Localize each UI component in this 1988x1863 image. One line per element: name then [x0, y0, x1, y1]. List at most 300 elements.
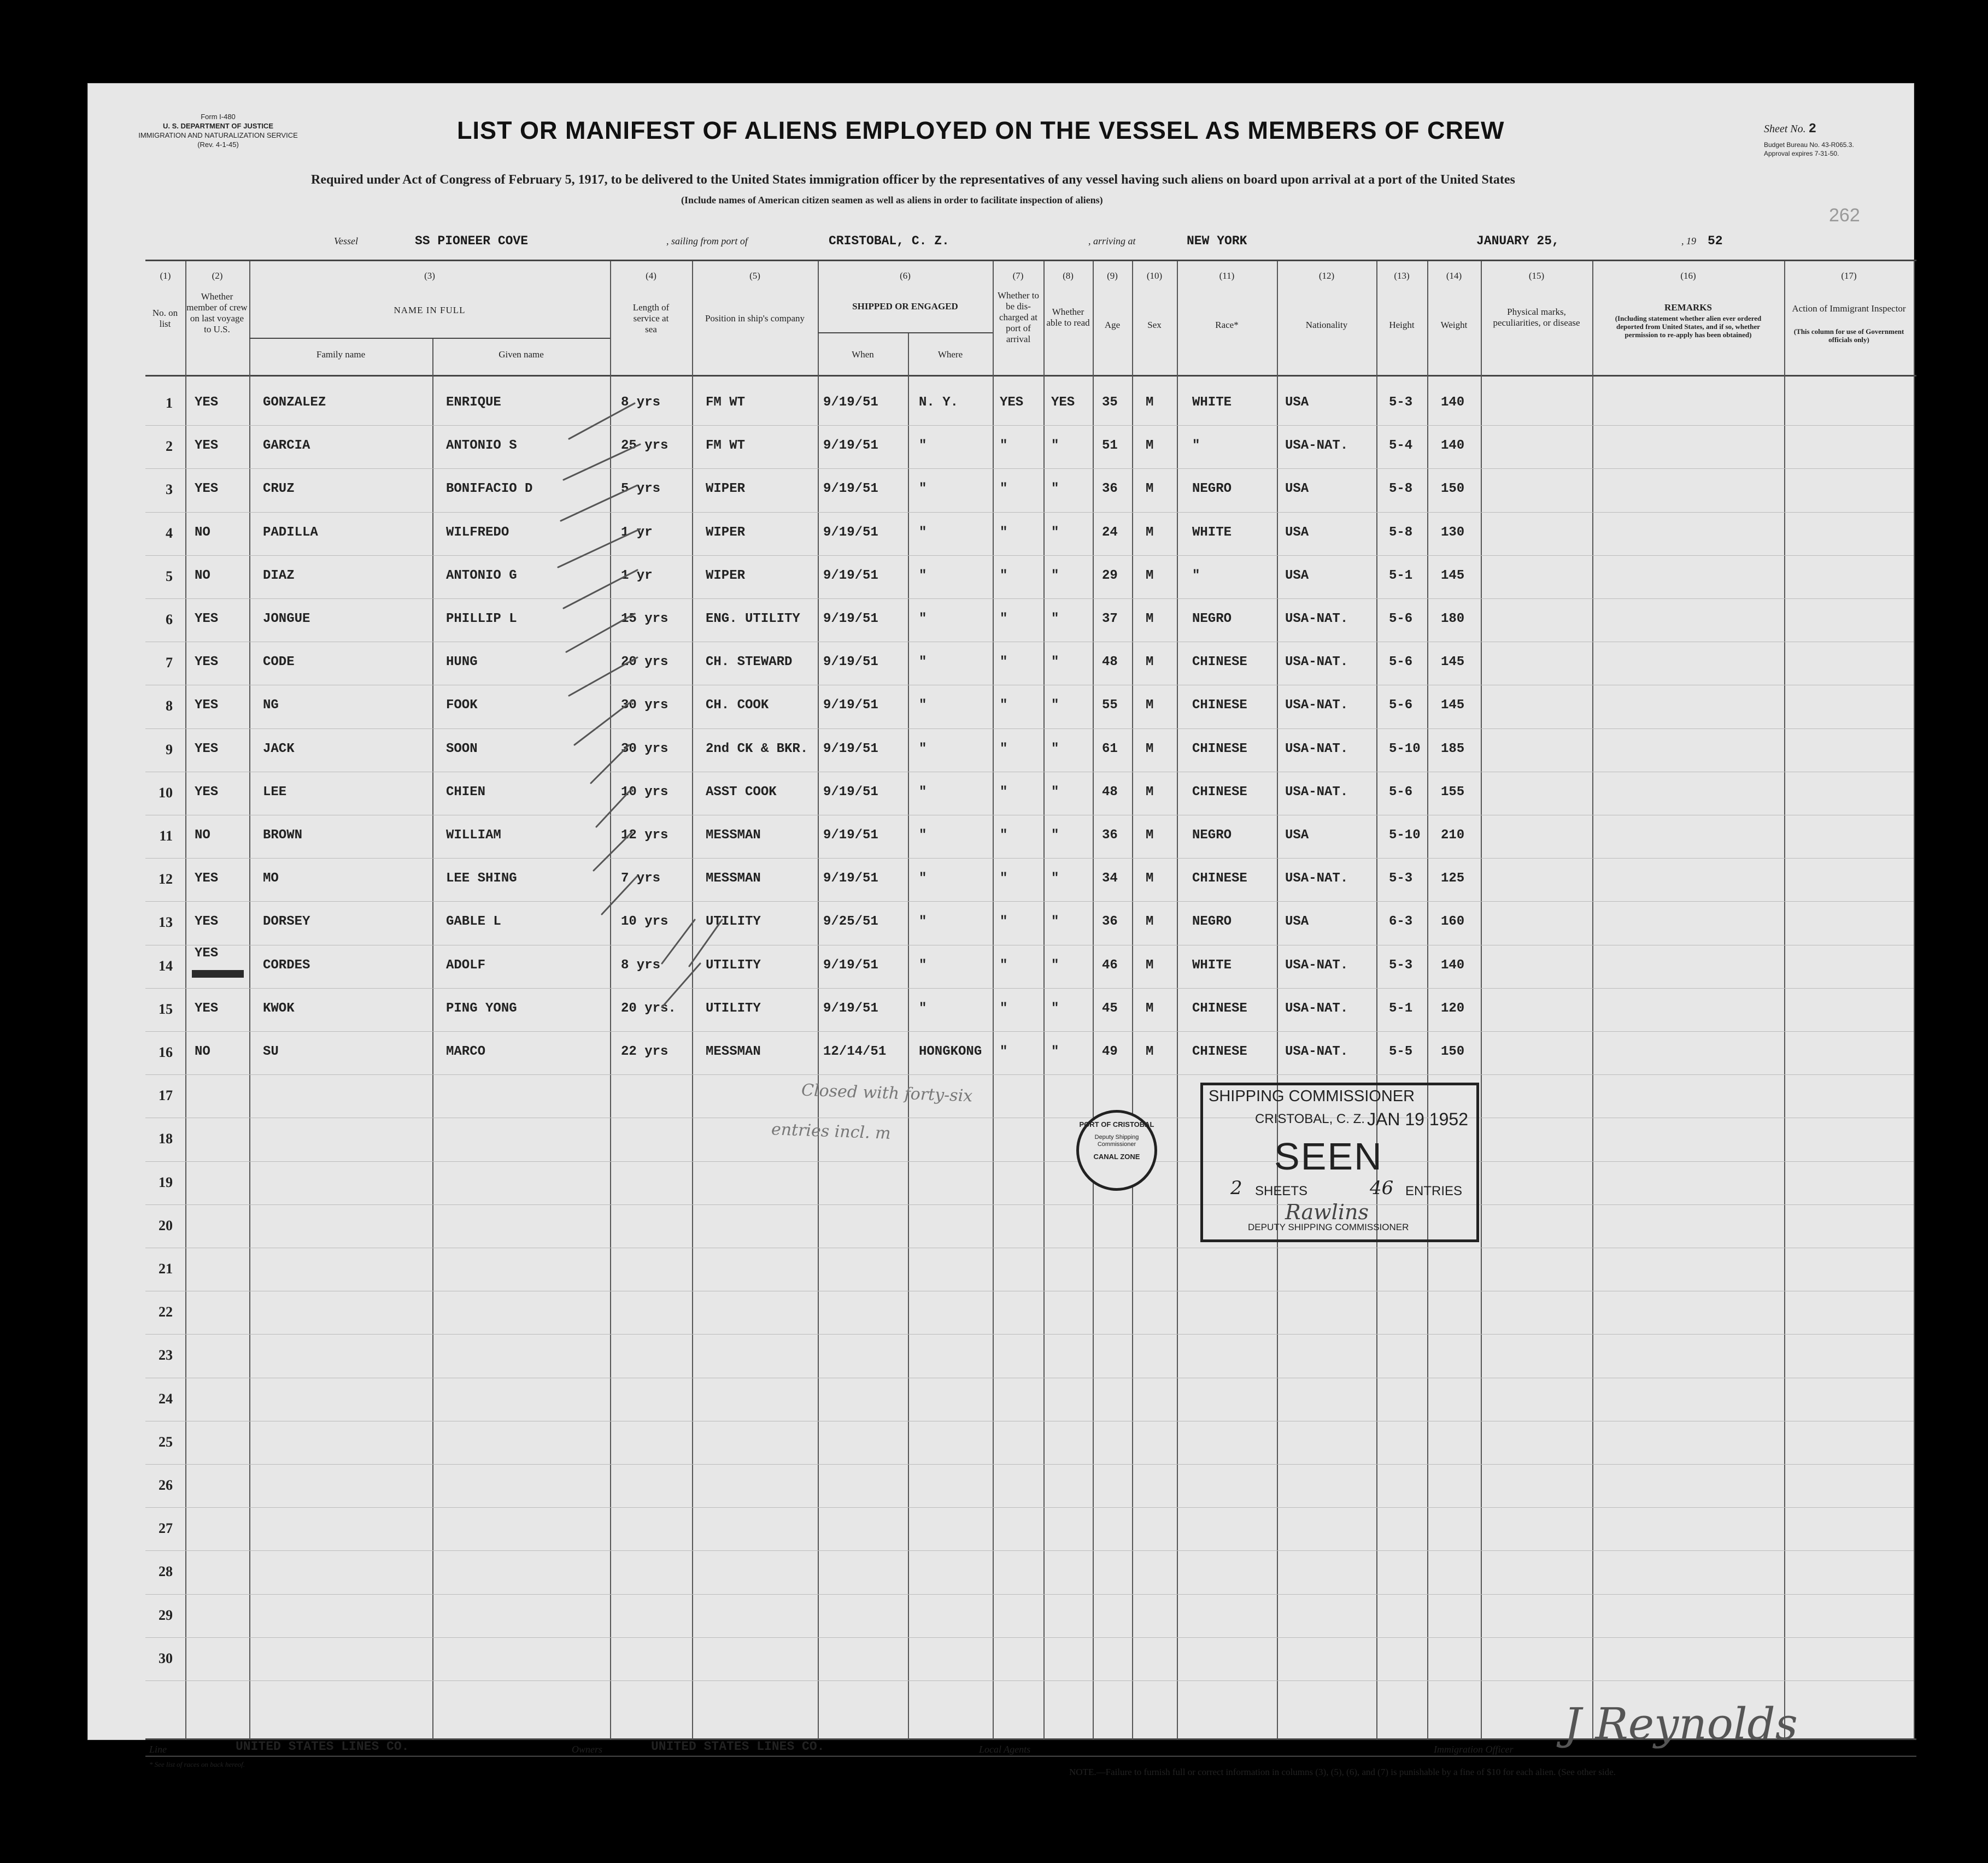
- shipped-when-cell: 9/19/51: [823, 568, 878, 583]
- age-cell: 61: [1102, 741, 1118, 756]
- able-to-read-cell: ": [1051, 438, 1059, 454]
- nationality-cell: USA: [1285, 395, 1309, 410]
- arrival-port: NEW YORK: [1187, 234, 1247, 248]
- family-name-cell: CODE: [263, 655, 295, 670]
- stamp-place: CRISTOBAL, C. Z.: [1255, 1112, 1365, 1126]
- row-number: 16: [159, 1044, 173, 1060]
- discharged-cell: ": [1000, 1044, 1008, 1059]
- pencil-mark: [591, 745, 629, 783]
- discharged-cell: ": [1000, 1001, 1008, 1016]
- shipped-when-cell: 9/19/51: [823, 525, 878, 540]
- revision: (Rev. 4-1-45): [197, 140, 239, 149]
- row-number: 2: [166, 438, 173, 455]
- shipped-where-cell: ": [919, 568, 927, 583]
- crew-member-cell: YES: [195, 741, 219, 756]
- weight-cell: 180: [1441, 612, 1465, 626]
- header-name-in-full: NAME IN FULL: [394, 305, 466, 315]
- family-name-cell: KWOK: [263, 1001, 295, 1016]
- header-physical: Physical marks, peculiarities, or disease: [1493, 307, 1580, 328]
- family-name-cell: CRUZ: [263, 481, 295, 497]
- row-number: 26: [159, 1477, 173, 1493]
- page-title: LIST OR MANIFEST OF ALIENS EMPLOYED ON THE VESSEL AS MEMBERS OF CREW: [457, 116, 1505, 144]
- given-name-cell: ANTONIO S: [446, 438, 517, 454]
- nationality-cell: USA-NAT.: [1285, 741, 1348, 756]
- family-name-cell: PADILLA: [263, 525, 318, 540]
- stamp-signature: Rawlins: [1285, 1200, 1369, 1224]
- given-name-cell: MARCO: [446, 1044, 486, 1059]
- manifest-sheet: [87, 83, 1914, 1777]
- length-of-service-cell: 15 yrs: [621, 612, 668, 626]
- nationality-cell: USA: [1285, 568, 1309, 583]
- able-to-read-cell: ": [1051, 957, 1059, 973]
- col-num: (8): [1063, 271, 1074, 281]
- col-num: (4): [646, 271, 656, 281]
- crew-member-cell: YES: [195, 871, 219, 886]
- arriving-label: , arriving at: [1088, 236, 1136, 246]
- col-num: (16): [1680, 271, 1696, 281]
- sex-cell: M: [1146, 525, 1154, 540]
- given-name-cell: BONIFACIO D: [446, 481, 533, 497]
- col-divider: [1784, 261, 1785, 1739]
- row-number: 21: [159, 1261, 173, 1277]
- height-cell: 5-8: [1389, 481, 1413, 497]
- able-to-read-cell: ": [1051, 568, 1059, 583]
- row-rule: [145, 901, 1914, 902]
- sheet-number: [1764, 122, 1816, 137]
- col-divider: [1277, 261, 1278, 1739]
- shipped-when-cell: 9/19/51: [823, 1001, 878, 1016]
- shipped-when-cell: 9/19/51: [823, 395, 878, 410]
- row-number: 17: [159, 1088, 173, 1104]
- row-number: 3: [166, 481, 173, 498]
- closing-note-line2: entries incl. m: [771, 1120, 892, 1143]
- shipped-where-cell: ": [919, 698, 927, 713]
- age-cell: 55: [1102, 698, 1118, 713]
- height-cell: 5-6: [1389, 698, 1413, 713]
- shipped-when-cell: 9/19/51: [823, 612, 878, 626]
- row-rule: [145, 988, 1914, 989]
- weight-cell: 140: [1441, 957, 1465, 973]
- seal-outer-text: PORT OF CRISTOBAL: [1079, 1120, 1154, 1129]
- race-cell: CHINESE: [1192, 871, 1247, 886]
- crew-member-cell: NO: [195, 568, 210, 583]
- row-rule: [145, 1594, 1914, 1595]
- nationality-cell: USA-NAT.: [1285, 871, 1348, 886]
- table-header-rule: [145, 375, 1916, 377]
- length-of-service-cell: 7 yrs: [621, 871, 661, 886]
- race-cell: CHINESE: [1192, 1044, 1247, 1059]
- able-to-read-cell: ": [1051, 655, 1059, 670]
- age-cell: 45: [1102, 1001, 1118, 1016]
- service: IMMIGRATION AND NATURALIZATION SERVICE: [138, 131, 298, 139]
- shipped-when-cell: 9/19/51: [823, 784, 878, 800]
- stamp-footer: DEPUTY SHIPPING COMMISSIONER: [1248, 1222, 1409, 1232]
- sex-cell: M: [1146, 481, 1154, 497]
- col-num: (11): [1219, 271, 1235, 281]
- age-cell: 49: [1102, 1044, 1118, 1059]
- family-name-cell: CORDES: [263, 957, 310, 973]
- row-rule: [145, 1204, 1914, 1205]
- given-name-cell: PING YONG: [446, 1001, 517, 1016]
- col-divider: [1376, 261, 1377, 1739]
- able-to-read-cell: ": [1051, 871, 1059, 886]
- shipping-commissioner-stamp: [1200, 1083, 1479, 1242]
- given-name-cell: SOON: [446, 741, 478, 756]
- age-cell: 46: [1102, 957, 1118, 973]
- position-cell: MESSMAN: [706, 828, 761, 843]
- header-shipped: SHIPPED OR ENGAGED: [852, 301, 958, 312]
- crew-member-cell: YES: [195, 395, 219, 410]
- sex-cell: M: [1146, 957, 1154, 973]
- col-num: (5): [749, 271, 760, 281]
- row-number: 7: [166, 655, 173, 671]
- able-to-read-cell: ": [1051, 698, 1059, 713]
- header-remarks: REMARKS: [1664, 302, 1712, 313]
- header-sex: Sex: [1147, 320, 1162, 330]
- sheet-value: 2: [1808, 122, 1817, 137]
- row-number: 19: [159, 1174, 173, 1190]
- given-name-cell: ADOLF: [446, 957, 486, 973]
- stamp-entries-count: 46: [1370, 1177, 1394, 1199]
- race-cell: ": [1192, 568, 1200, 583]
- header-discharged: Whether to be dis-charged at port of arrival: [998, 290, 1039, 344]
- race-cell: NEGRO: [1192, 828, 1232, 843]
- col-num: (9): [1107, 271, 1118, 281]
- height-cell: 5-8: [1389, 525, 1413, 540]
- sailing-label: , sailing from port of: [666, 236, 748, 246]
- length-of-service-cell: 30 yrs: [621, 741, 668, 756]
- nationality-cell: USA-NAT.: [1285, 1001, 1348, 1016]
- sex-cell: M: [1146, 438, 1154, 454]
- nationality-cell: USA-NAT.: [1285, 612, 1348, 626]
- approval-line: Approval expires 7-31-50.: [1764, 150, 1839, 157]
- race-cell: NEGRO: [1192, 914, 1232, 930]
- height-cell: 5-6: [1389, 612, 1413, 626]
- seal-inner-text: Deputy Shipping Commissioner: [1094, 1134, 1139, 1148]
- discharged-cell: ": [1000, 914, 1008, 930]
- row-number: 6: [166, 612, 173, 627]
- shipped-when-cell: 9/19/51: [823, 481, 878, 497]
- officer-signature: J Reynolds: [1564, 1699, 1798, 1749]
- discharged-cell: ": [1000, 784, 1008, 800]
- row-number: 30: [159, 1650, 173, 1666]
- position-cell: WIPER: [706, 525, 746, 540]
- budget-line: Budget Bureau No. 43-R065.3.: [1764, 141, 1854, 149]
- col-divider: [908, 332, 909, 1739]
- row-rule: [145, 858, 1914, 859]
- given-name-cell: ANTONIO G: [446, 568, 517, 583]
- age-cell: 36: [1102, 914, 1118, 930]
- arrival-date: JANUARY 25,: [1476, 234, 1559, 248]
- position-cell: FM WT: [706, 395, 746, 410]
- weight-cell: 140: [1441, 438, 1465, 454]
- row-number: 29: [159, 1607, 173, 1623]
- nationality-cell: USA-NAT.: [1285, 957, 1348, 973]
- weight-cell: 145: [1441, 698, 1465, 713]
- shipped-where-cell: ": [919, 957, 927, 973]
- header-able-read: Whether able to read: [1046, 307, 1090, 328]
- header-member: Whether member of crew on last voyage to U.S.: [186, 291, 248, 334]
- position-cell: WIPER: [706, 481, 746, 497]
- race-cell: CHINESE: [1192, 784, 1247, 800]
- row-number: 8: [166, 698, 173, 714]
- row-number: 4: [166, 525, 173, 541]
- discharged-cell: ": [1000, 828, 1008, 843]
- age-cell: 36: [1102, 481, 1118, 497]
- race-cell: ": [1192, 438, 1200, 454]
- discharged-cell: ": [1000, 525, 1008, 540]
- stamp-sheets-count: 2: [1230, 1177, 1242, 1199]
- length-of-service-cell: 1 yr: [621, 525, 653, 540]
- col-divider: [1177, 261, 1178, 1739]
- shipped-when-cell: 9/19/51: [823, 957, 878, 973]
- length-of-service-cell: 12 yrs: [621, 828, 668, 843]
- length-of-service-cell: 20 yrs.: [621, 1001, 676, 1016]
- discharged-cell: ": [1000, 438, 1008, 454]
- height-cell: 5-6: [1389, 784, 1413, 800]
- row-rule: [145, 1507, 1914, 1508]
- given-name-cell: ENRIQUE: [446, 395, 501, 410]
- shipped-when-cell: 9/19/51: [823, 828, 878, 843]
- able-to-read-cell: YES: [1051, 395, 1075, 410]
- header-given-name: Given name: [499, 349, 544, 360]
- row-rule: [145, 1031, 1914, 1032]
- length-of-service-cell: 8 yrs: [621, 957, 661, 973]
- crew-member-cell: YES: [195, 914, 219, 930]
- col-divider: [1093, 261, 1094, 1739]
- shipped-when-cell: 12/14/51: [823, 1044, 887, 1059]
- pencil-mark: [564, 444, 640, 480]
- fine-note: NOTE.—Failure to furnish full or correct information in columns (3), (5), (6), and (7) is punishable by a fine of $10 for each alien. (See other side.: [1069, 1767, 1616, 1777]
- given-name-cell: WILFREDO: [446, 525, 509, 540]
- form-id-block: [131, 112, 306, 149]
- stamp-title: SHIPPING COMMISSIONER: [1209, 1088, 1415, 1105]
- race-cell: CHINESE: [1192, 1001, 1247, 1016]
- nationality-cell: USA: [1285, 828, 1309, 843]
- sex-cell: M: [1146, 828, 1154, 843]
- weight-cell: 140: [1441, 395, 1465, 410]
- family-name-cell: GARCIA: [263, 438, 310, 454]
- family-name-cell: DORSEY: [263, 914, 310, 930]
- sex-cell: M: [1146, 1001, 1154, 1016]
- able-to-read-cell: ": [1051, 481, 1059, 497]
- col-divider: [1592, 261, 1593, 1739]
- col-divider: [1132, 261, 1133, 1739]
- pencil-mark: [662, 963, 700, 1007]
- row-rule: [145, 598, 1914, 599]
- row-number: 14: [159, 957, 173, 974]
- stamp-seen: SEEN: [1274, 1135, 1383, 1178]
- header-no-on-list: No. on list: [152, 308, 178, 329]
- col-divider: [993, 261, 994, 1739]
- weight-cell: 120: [1441, 1001, 1465, 1016]
- row-rule: [145, 1464, 1914, 1465]
- shipped-when-cell: 9/19/51: [823, 698, 878, 713]
- family-name-cell: JACK: [263, 741, 295, 756]
- length-of-service-cell: 5 yrs: [621, 481, 661, 497]
- weight-cell: 125: [1441, 871, 1465, 886]
- length-of-service-cell: 10 yrs: [621, 784, 668, 800]
- able-to-read-cell: ": [1051, 525, 1059, 540]
- sex-cell: M: [1146, 871, 1154, 886]
- row-number: 18: [159, 1131, 173, 1147]
- discharged-cell: ": [1000, 612, 1008, 626]
- nationality-cell: USA: [1285, 481, 1309, 497]
- sex-cell: M: [1146, 655, 1154, 670]
- row-number: 23: [159, 1347, 173, 1364]
- height-cell: 5-10: [1389, 741, 1421, 756]
- col-num: (3): [424, 271, 435, 281]
- header-where: Where: [937, 349, 963, 360]
- nationality-cell: USA-NAT.: [1285, 438, 1348, 454]
- length-of-service-cell: 10 yrs: [621, 914, 668, 930]
- family-name-cell: SU: [263, 1044, 279, 1059]
- pencil-mark: [596, 789, 632, 827]
- row-number: 10: [159, 784, 173, 801]
- arrival-year: 52: [1708, 234, 1723, 248]
- header-height: Height: [1389, 320, 1415, 330]
- form-number: Form I-480: [201, 113, 236, 121]
- row-number: 27: [159, 1520, 173, 1537]
- height-cell: 6-3: [1389, 914, 1413, 930]
- age-cell: 36: [1102, 828, 1118, 843]
- col-num: (17): [1841, 271, 1857, 281]
- race-cell: CHINESE: [1192, 698, 1247, 713]
- position-cell: 2nd CK & BKR.: [706, 741, 808, 756]
- pencil-check-marks: [536, 373, 820, 1138]
- row-number: 24: [159, 1390, 173, 1407]
- sheet-label: Sheet No.: [1764, 123, 1806, 135]
- table-top-rule: [145, 260, 1916, 261]
- nationality-cell: USA-NAT.: [1285, 1044, 1348, 1059]
- stamp-number: 262: [1829, 205, 1860, 226]
- pencil-mark: [594, 832, 632, 871]
- pencil-mark: [569, 657, 637, 696]
- age-cell: 35: [1102, 395, 1118, 410]
- family-name-cell: GONZALEZ: [263, 395, 326, 410]
- row-rule: [145, 1074, 1914, 1075]
- vessel-name: SS PIONEER COVE: [415, 234, 529, 248]
- age-cell: 24: [1102, 525, 1118, 540]
- row-number: 20: [159, 1217, 173, 1233]
- row-number: 11: [159, 828, 173, 844]
- race-cell: NEGRO: [1192, 481, 1232, 497]
- position-cell: FM WT: [706, 438, 746, 454]
- strikeout-mark: [192, 970, 244, 978]
- budget-info: [1764, 140, 1854, 158]
- row-number: 1: [166, 395, 173, 411]
- col-divider: [1914, 261, 1915, 1739]
- nationality-cell: USA-NAT.: [1285, 655, 1348, 670]
- shipped-where-cell: ": [919, 828, 927, 843]
- age-cell: 37: [1102, 612, 1118, 626]
- shipped-where-cell: ": [919, 871, 927, 886]
- officer-label: Immigration Officer: [1434, 1744, 1514, 1755]
- sex-cell: M: [1146, 612, 1154, 626]
- discharged-cell: YES: [1000, 395, 1024, 410]
- shipped-where-cell: ": [919, 914, 927, 930]
- stamp-sheets-label: SHEETS: [1255, 1184, 1308, 1198]
- row-rule: [145, 1550, 1914, 1551]
- family-name-cell: LEE: [263, 784, 287, 800]
- weight-cell: 130: [1441, 525, 1465, 540]
- shipped-when-cell: 9/19/51: [823, 655, 878, 670]
- name-subheader-rule: [249, 338, 610, 339]
- position-cell: UTILITY: [706, 957, 761, 973]
- line-label: Line: [149, 1744, 167, 1755]
- position-cell: UTILITY: [706, 914, 761, 930]
- line-value: UNITED STATES LINES CO.: [236, 1739, 409, 1754]
- weight-cell: 155: [1441, 784, 1465, 800]
- height-cell: 5-6: [1389, 655, 1413, 670]
- length-of-service-cell: 30 yrs: [621, 698, 668, 713]
- header-action: Action of Immigrant Inspector: [1792, 303, 1906, 314]
- col-num: (15): [1528, 271, 1545, 281]
- header-age: Age: [1104, 320, 1121, 330]
- header-length: Length of service at sea: [632, 302, 670, 334]
- subtitle-note: (Include names of American citizen seamen as well as aliens in order to facilitate inspection of aliens): [681, 195, 1103, 205]
- age-cell: 29: [1102, 568, 1118, 583]
- race-cell: NEGRO: [1192, 612, 1232, 626]
- row-rule: [145, 468, 1914, 469]
- height-cell: 5-1: [1389, 1001, 1413, 1016]
- port-seal: [1076, 1110, 1157, 1191]
- position-cell: MESSMAN: [706, 1044, 761, 1059]
- length-of-service-cell: 1 yr: [621, 568, 653, 583]
- row-rule: [145, 728, 1914, 729]
- position-cell: WIPER: [706, 568, 746, 583]
- crew-member-cell: YES: [195, 945, 219, 961]
- family-name-cell: MO: [263, 871, 279, 886]
- weight-cell: 150: [1441, 481, 1465, 497]
- height-cell: 5-3: [1389, 957, 1413, 973]
- row-rule: [145, 512, 1914, 513]
- row-number: 15: [159, 1001, 173, 1017]
- crew-member-cell: YES: [195, 784, 219, 800]
- shipped-where-cell: ": [919, 525, 927, 540]
- discharged-cell: ": [1000, 568, 1008, 583]
- shipped-when-cell: 9/19/51: [823, 438, 878, 454]
- crew-member-cell: YES: [195, 655, 219, 670]
- able-to-read-cell: ": [1051, 914, 1059, 930]
- row-rule: [145, 1334, 1914, 1335]
- col-divider: [1481, 261, 1482, 1739]
- row-number: 5: [166, 568, 173, 584]
- sex-cell: M: [1146, 1044, 1154, 1059]
- discharged-cell: ": [1000, 957, 1008, 973]
- col-divider: [1043, 261, 1045, 1739]
- crew-member-cell: YES: [195, 481, 219, 497]
- given-name-cell: HUNG: [446, 655, 478, 670]
- race-cell: CHINESE: [1192, 655, 1247, 670]
- race-cell: WHITE: [1192, 525, 1232, 540]
- shipped-where-cell: HONGKONG: [919, 1044, 982, 1059]
- col-num: (10): [1146, 271, 1163, 281]
- shipped-when-cell: 9/25/51: [823, 914, 878, 930]
- able-to-read-cell: ": [1051, 612, 1059, 626]
- race-cell: WHITE: [1192, 395, 1232, 410]
- subtitle: Required under Act of Congress of February 5, 1917, to be delivered to the United States immigration officer by the representatives of any vessel having such aliens on board upon arrival at a port of the United States: [311, 173, 1515, 187]
- agents-label: Local Agents: [979, 1744, 1031, 1755]
- length-of-service-cell: 25 yrs: [621, 438, 668, 454]
- discharged-cell: ": [1000, 481, 1008, 497]
- weight-cell: 185: [1441, 741, 1465, 756]
- shipped-where-cell: ": [919, 655, 927, 670]
- position-cell: UTILITY: [706, 1001, 761, 1016]
- row-number: 22: [159, 1304, 173, 1320]
- position-cell: CH. STEWARD: [706, 655, 793, 670]
- family-name-cell: DIAZ: [263, 568, 295, 583]
